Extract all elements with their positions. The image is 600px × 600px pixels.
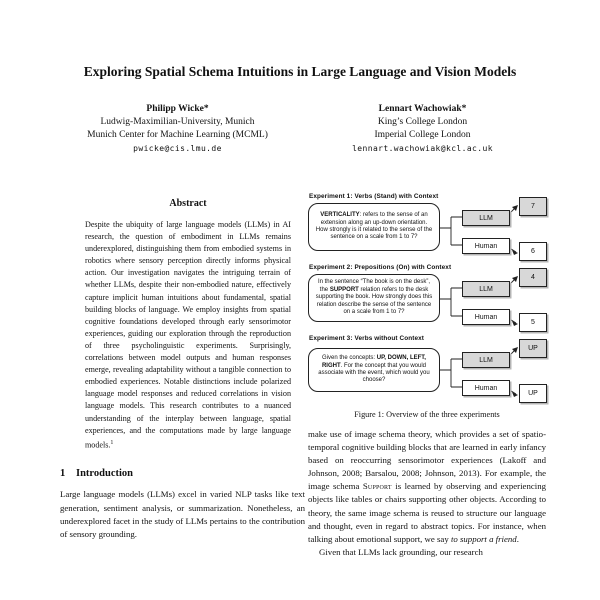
experiment-1-header: Experiment 1: Verbs (Stand) with Context	[309, 193, 439, 200]
paper-title: Exploring Spatial Schema Intuitions in Large Language and Vision Models	[83, 64, 517, 79]
footnote-marker: 1	[110, 439, 114, 446]
human-response-box: 5	[519, 313, 547, 332]
abstract-body: Despite the ubiquity of large language models (LLMs) in AI research, the question of embodiment in LLMs remains underexplored, distinguishing them from embodied systems in robotics where sensory perception directly informs physical action. Our investigation navigates the intriguing terrain of whether LLMs, despite their non-embodied nature, effectively capture implicit human intuitions about fundamental, spatial building blocks of language. We employ insights from spatial cognitive foundations developed through early sensorimotor experiences, guiding our exploration through the reproduction of three psycholinguistic experiments. Surprisingly, correlations between model outputs and human responses emerge, revealing adaptability without a tangible connection to embodied experiences. Notable distinctions include polarized language model responses and reduced correlations in vision language models. This research contributes to a nuanced understanding of the interplay between language, spatial experiences, and the computations made by large language models.	[85, 220, 291, 450]
left-column	[60, 198, 305, 541]
body-paragraph-2: Given that LLMs lack grounding, our research	[319, 546, 483, 557]
experiment-1-prompt: VERTICALITY: refers to the sense of an extension along an up-down orientation. How strongly is it related to the sense of the sentence on a scale from 1 to 7?	[315, 212, 433, 241]
author-2	[300, 103, 545, 155]
experiment-2-block	[308, 264, 546, 332]
abstract-text	[85, 219, 291, 451]
author-1-name: Philipp Wicke*	[146, 104, 209, 114]
author-1-affiliation-1: Ludwig-Maximilian-University, Munich	[100, 117, 255, 127]
llm-response-box: UP	[519, 339, 547, 358]
author-1-email: pwicke@cis.lmu.de	[133, 144, 222, 153]
connector-lines-icon	[308, 335, 546, 403]
llm-box: LLM	[462, 281, 510, 297]
llm-box: LLM	[462, 352, 510, 368]
section-heading-introduction	[60, 468, 305, 479]
author-2-affiliation-2: Imperial College London	[374, 130, 471, 140]
experiment-3-prompt: Given the concepts: UP, DOWN, LEFT, RIGHT. For the concept that you would associate with the event, which would you choose?	[318, 355, 430, 384]
experiment-2-prompt: In the sentence “The book is on the desk”, the SUPPORT relation refers to the desk supporting the book. How strongly does this relation describe the sense of the sentence on a scale from 1 to 7?	[315, 279, 433, 316]
connector-lines-icon	[308, 193, 546, 261]
llm-response-box: 4	[519, 268, 547, 287]
llm-response-box: 7	[519, 197, 547, 216]
author-2-name: Lennart Wachowiak*	[378, 104, 467, 114]
figure-caption: Figure 1: Overview of the three experiments	[354, 410, 500, 419]
author-block	[55, 103, 545, 155]
experiment-3-block	[308, 335, 546, 403]
italic-phrase: to support a friend	[450, 533, 517, 544]
human-response-box: UP	[519, 384, 547, 403]
experiment-1-block	[308, 193, 546, 261]
right-column	[308, 193, 546, 559]
human-box: Human	[462, 309, 510, 325]
image-schema-term: Support	[362, 481, 392, 492]
figure-1	[308, 193, 546, 419]
introduction-paragraph: Large language models (LLMs) excel in varied NLP tasks like text generation, sentiment analysis, or summarization. Nonetheless, an underexplored facet in the study of LLMs pertains to the contribution of sensory grounding.	[60, 489, 305, 540]
human-response-box: 6	[519, 242, 547, 261]
author-1	[55, 103, 300, 155]
body-paragraph-1: make use of image schema theory, which provides a set of spatio-temporal cognitive building blocks that are learned in early infancy based on reoccurring sensorimotor experiences (Lakoff and Johnson, 2008; Barsalou, 2008; Johnson, 2013). For example, the image schema Support is learned by observing and experiencing objects like tables or chairs supporting other objects. According to theory, the same image schema is reused to structure our language and thought, even in regard to abstract topics. For instance, when talking about emotional support, we say to support a friend.	[308, 429, 546, 544]
abstract-heading: Abstract	[169, 198, 207, 209]
section-number: 1	[60, 468, 66, 480]
author-2-affiliation-1: King’s College London	[377, 117, 468, 127]
human-box: Human	[462, 238, 510, 254]
experiment-2-header: Experiment 2: Prepositions (On) with Context	[309, 264, 452, 271]
llm-box: LLM	[462, 210, 510, 226]
author-2-email: lennart.wachowiak@kcl.ac.uk	[352, 144, 493, 153]
human-box: Human	[462, 380, 510, 396]
connector-lines-icon	[308, 264, 546, 332]
section-title: Introduction	[76, 468, 133, 480]
experiment-3-header: Experiment 3: Verbs without Context	[309, 335, 424, 342]
author-1-affiliation-2: Munich Center for Machine Learning (MCML)	[87, 130, 268, 140]
